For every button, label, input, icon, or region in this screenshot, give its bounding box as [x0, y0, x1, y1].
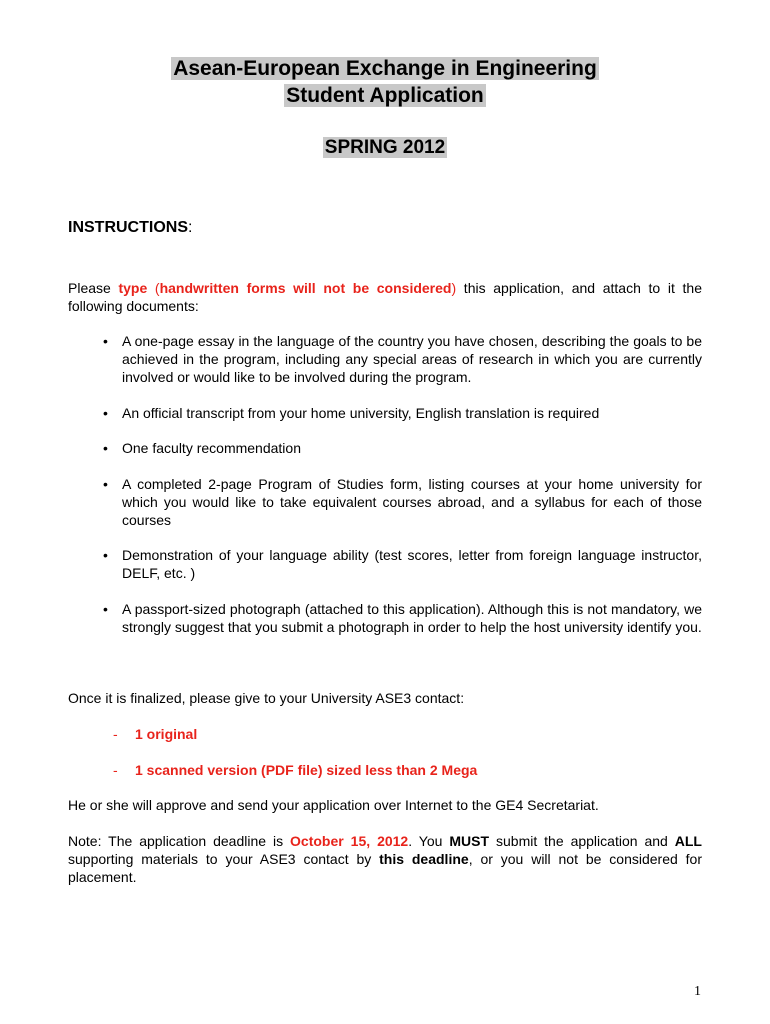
title-line-2: Student Application	[286, 84, 484, 107]
list-item: • An official transcript from your home university, English translation is required	[103, 405, 600, 421]
list-item: • A completed 2-page Program of Studies form, listing courses at your home university for which you would like to take equivalent courses abroad, and a syllabus for each of those courses	[103, 476, 702, 528]
intro-paragraph: Please type (handwritten forms will not be considered) this application, and attach to it the following documents:	[68, 280, 702, 314]
bullet-icon: •	[103, 476, 108, 492]
note-paragraph: Note: The application deadline is October 15, 2012. You MUST submit the application and ALL supporting materials to your ASE3 contact by this deadline, or you will not be considered for placement.	[68, 833, 702, 885]
bullet-icon: •	[103, 547, 108, 563]
bullet-icon: •	[103, 405, 108, 421]
list-item: • Demonstration of your language ability (test scores, letter from foreign language instructor, DELF, etc. )	[103, 547, 702, 581]
instructions-heading: INSTRUCTIONS:	[68, 219, 193, 236]
term-heading: SPRING 2012	[324, 137, 446, 158]
approve-paragraph: He or she will approve and send your application over Internet to the GE4 Secretariat.	[68, 797, 599, 813]
bullet-icon: •	[103, 440, 108, 456]
deliverable-original: - 1 original	[113, 726, 198, 742]
list-item: • A passport-sized photograph (attached to this application). Although this is not mandatory, we strongly suggest that you submit a photograph in order to help the host university identify you.	[103, 601, 702, 635]
deliverable-scanned: - 1 scanned version (PDF file) sized less than 2 Mega	[113, 762, 478, 778]
page-number: 1	[694, 984, 701, 999]
finalized-paragraph: Once it is finalized, please give to your University ASE3 contact:	[68, 690, 465, 706]
bullet-icon: •	[103, 333, 108, 349]
title-line-1: Asean-European Exchange in Engineering	[173, 57, 597, 80]
list-item: • One faculty recommendation	[103, 440, 301, 456]
list-item: • A one-page essay in the language of the country you have chosen, describing the goals to be achieved in the program, including any special areas of research in which you are currently involved or would like to be involved during the program.	[103, 333, 702, 385]
bullet-icon: •	[103, 601, 108, 617]
